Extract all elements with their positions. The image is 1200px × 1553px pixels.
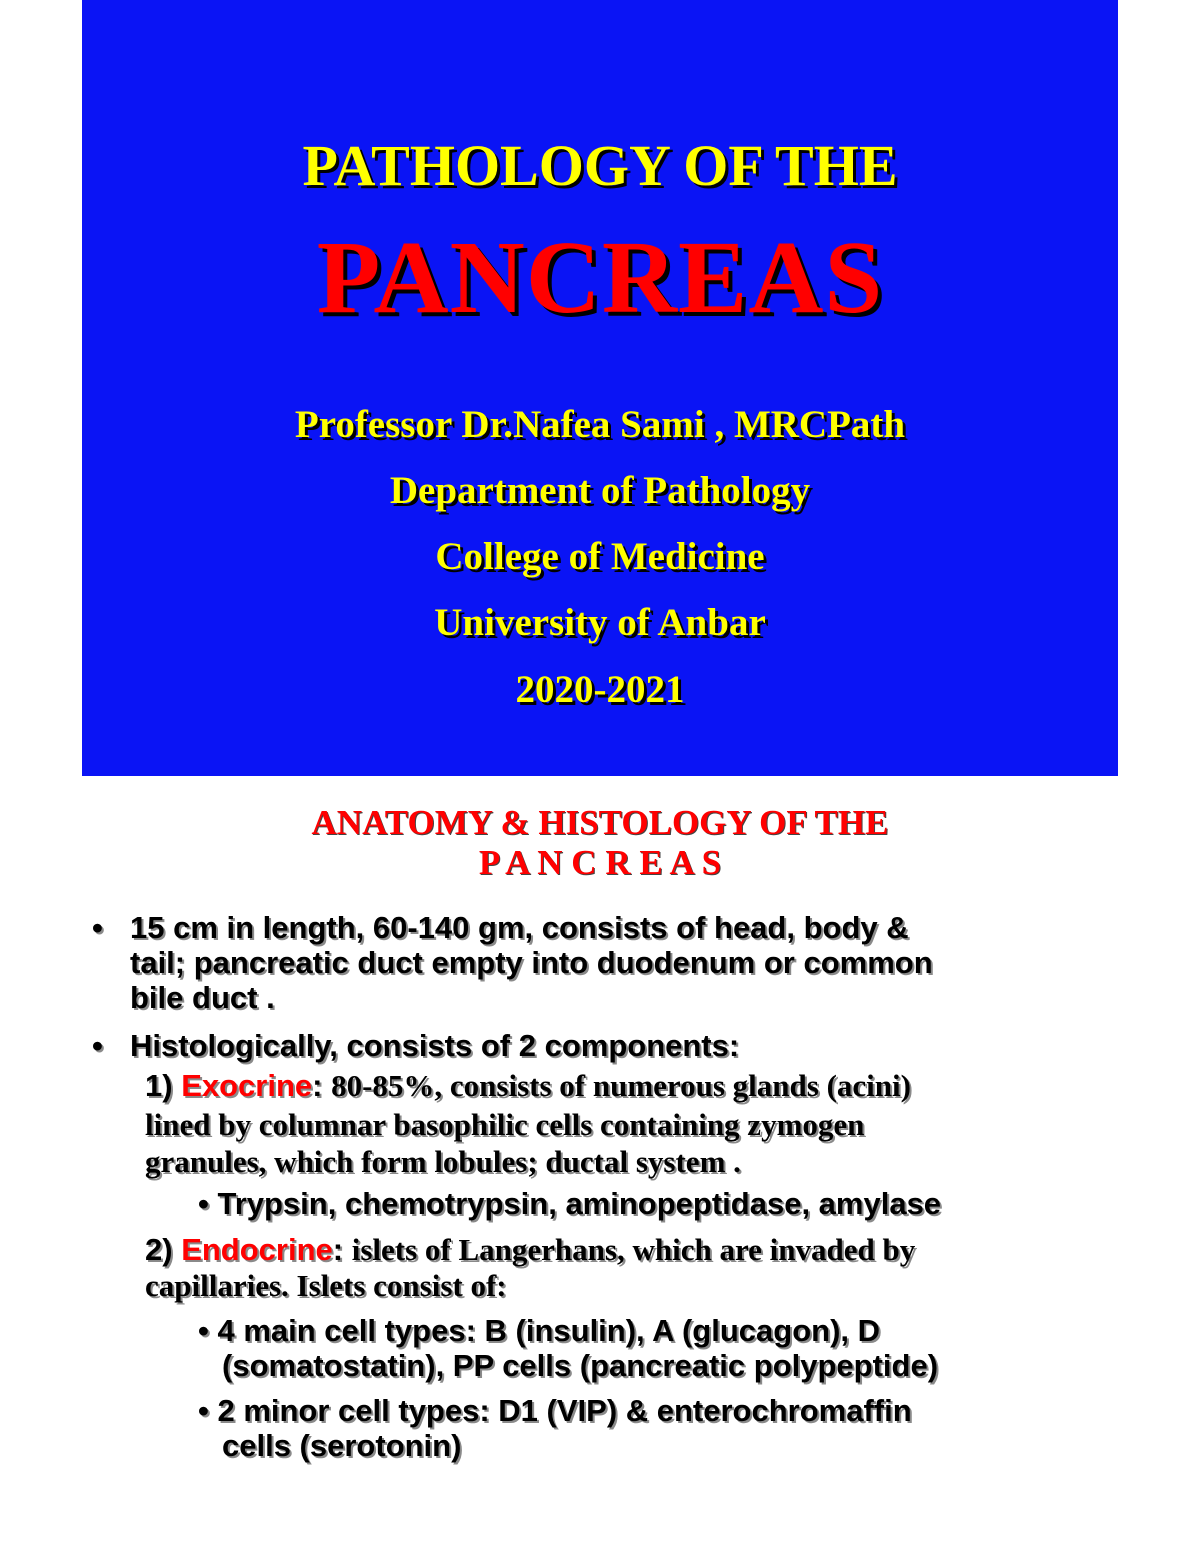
exocrine-colon: : xyxy=(312,1068,332,1103)
exocrine-text-1: 80-85%, consists of numerous glands (acini) xyxy=(331,1068,911,1103)
college: College of Medicine xyxy=(435,535,765,578)
minor-cells-line-2: cells (serotonin) xyxy=(222,1428,462,1463)
title-line-1: PATHOLOGY OF THE xyxy=(302,133,898,198)
exocrine-number: 1) xyxy=(145,1068,182,1103)
university: University of Anbar xyxy=(434,601,766,644)
exocrine-line-3: granules, which form lobules; ductal system . xyxy=(145,1144,741,1179)
section-title-line-2: P A N C R E A S xyxy=(478,843,722,882)
bullet-marker: • xyxy=(92,1028,103,1063)
title-line-2: PANCREAS xyxy=(316,220,884,335)
title-slide xyxy=(82,0,1118,776)
exocrine-label: Exocrine xyxy=(181,1068,313,1103)
endocrine-number: 2) xyxy=(145,1232,182,1267)
bullet-1-line-2: tail; pancreatic duct empty into duodenum or common xyxy=(130,945,933,980)
section-title-line-1: ANATOMY & HISTOLOGY OF THE xyxy=(311,803,889,842)
bullet-1-line-3: bile duct . xyxy=(130,980,275,1015)
bullet-marker: • xyxy=(92,910,103,945)
endocrine-label: Endocrine xyxy=(181,1232,333,1267)
minor-cells-line-1: • 2 minor cell types: D1 (VIP) & enterochromaffin xyxy=(198,1393,912,1428)
exocrine-line-2: lined by columnar basophilic cells containing zymogen xyxy=(145,1107,865,1142)
main-cells-line-2: (somatostatin), PP cells (pancreatic polypeptide) xyxy=(222,1348,939,1383)
year: 2020-2021 xyxy=(515,668,685,711)
endocrine-line-1 xyxy=(145,1232,915,1268)
endocrine-line-2: capillaries. Islets consist of: xyxy=(145,1268,507,1303)
author: Professor Dr.Nafea Sami , MRCPath xyxy=(294,403,906,446)
exocrine-line-1 xyxy=(145,1068,911,1104)
endocrine-colon: : xyxy=(332,1232,352,1267)
bullet-2: Histologically, consists of 2 components: xyxy=(130,1028,740,1063)
department: Department of Pathology xyxy=(389,469,811,512)
main-cells-line-1: • 4 main cell types: B (insulin), A (glucagon), D xyxy=(198,1313,881,1348)
endocrine-text-1: islets of Langerhans, which are invaded by xyxy=(351,1232,916,1267)
bullet-1-line-1: 15 cm in length, 60-140 gm, consists of head, body & xyxy=(130,910,909,945)
exocrine-enzymes: • Trypsin, chemotrypsin, aminopeptidase, amylase xyxy=(198,1186,942,1221)
